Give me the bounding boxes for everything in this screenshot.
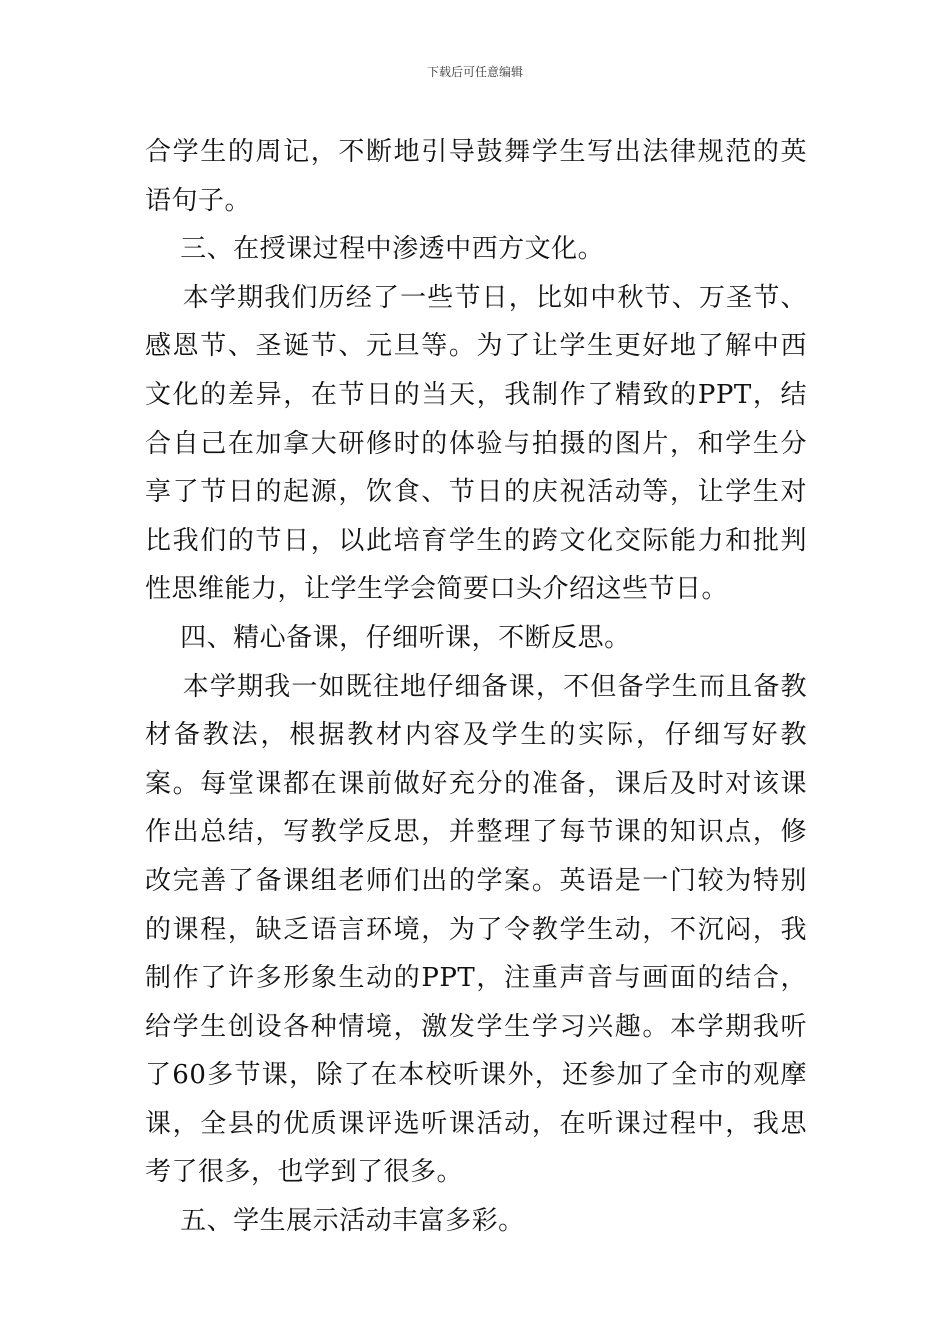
page-header: 下载后可任意编辑 <box>426 65 523 79</box>
section-heading-5: 五、学生展示活动丰富多彩。 <box>145 1206 525 1237</box>
section-heading-3: 三、在授课过程中渗透中西方文化。 <box>145 234 605 265</box>
paragraph-culture: 本学期我们历经了一些节日，比如中秋节、万圣节、感恩节、圣诞节、元旦等。为了让学生更好地了解中西文化的差异，在节日的当天，我制作了精致的PPT，结合自己在加拿大研修时的体验与拍摄的图片，和学生分享了节日的起源，饮食、节日的庆祝活动等，让学生对比我们的节日，以此培育学生的跨文化交际能力和批判性思维能力，让学生学会简要口头介绍这些节日。 <box>145 282 807 605</box>
section-heading-4: 四、精心备课，仔细听课，不断反思。 <box>145 622 631 653</box>
document-body <box>145 128 807 1246</box>
paragraph-lesson-prep: 本学期我一如既往地仔细备课，不但备学生而且备教材备教法，根据教材内容及学生的实际，仔细写好教案。每堂课都在课前做好充分的准备，课后及时对该课作出总结，写教学反思，并整理了每节课的知识点，修改完善了备课组老师们出的学案。英语是一门较为特别的课程，缺乏语言环境，为了令教学生动，不沉闷，我制作了许多形象生动的PPT，注重声音与画面的结合，给学生创设各种情境，激发学生学习兴趣。本学期我听了60多节课，除了在本校听课外，还参加了全市的观摩课，全县的优质课评选听课活动，在听课过程中，我思考了很多，也学到了很多。 <box>145 671 807 1188</box>
paragraph-continuation: 合学生的周记，不断地引导鼓舞学生写出法律规范的英语句子。 <box>145 137 807 216</box>
